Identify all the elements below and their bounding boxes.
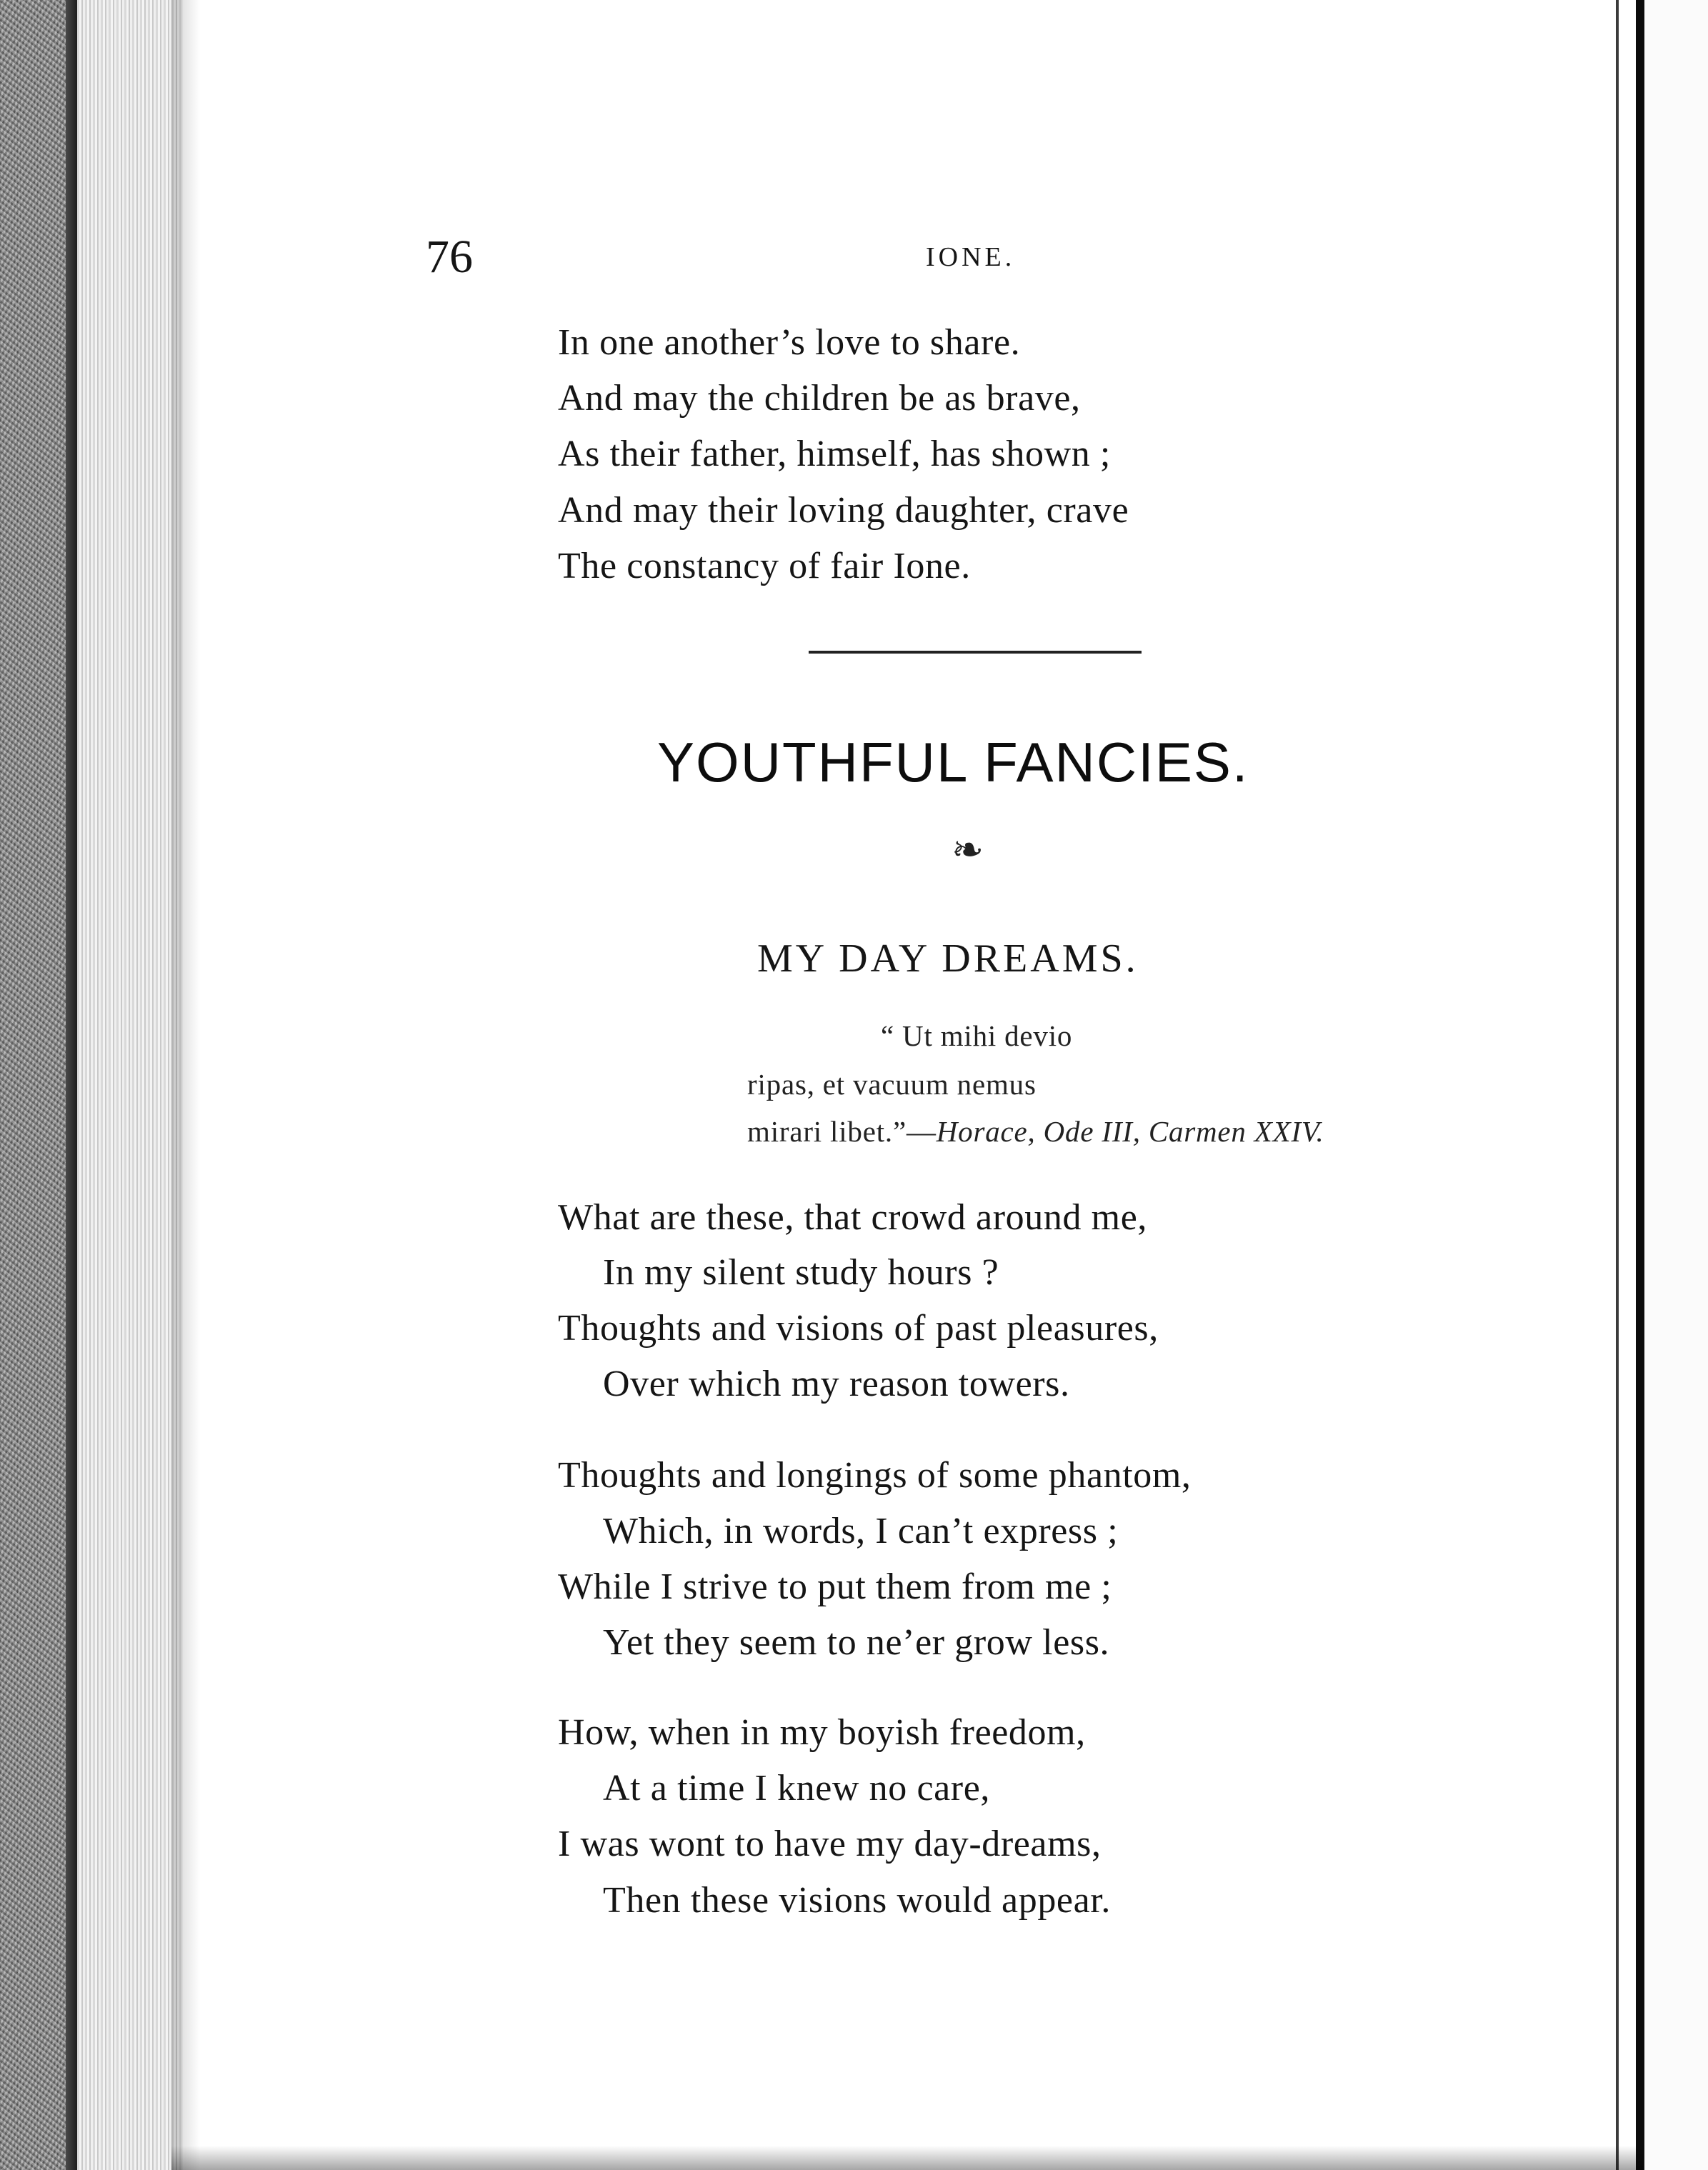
poem-title: MY DAY DREAMS. [757, 936, 1139, 981]
poem-line: Yet they seem to ne’er grow less. [603, 1622, 1110, 1663]
page-right-edge [1616, 0, 1619, 2170]
poem-line: I was wont to have my day-dreams, [558, 1824, 1102, 1864]
page-number: 76 [426, 231, 473, 283]
poem-line: Over which my reason towers. [603, 1364, 1070, 1404]
book-cover-edge [0, 0, 75, 2170]
previous-poem-line: As their father, himself, has shown ; [558, 434, 1111, 474]
poem-line: Thoughts and longings of some phantom, [558, 1455, 1192, 1496]
epigraph-line: ripas, et vacuum nemus [747, 1068, 1037, 1101]
poem-line: Which, in words, I can’t express ; [603, 1511, 1119, 1551]
section-title: YOUTHFUL FANCIES. [657, 731, 1249, 794]
poem-line: Then these visions would appear. [603, 1880, 1111, 1921]
gutter-shadow [171, 0, 200, 2170]
poem-line: At a time I knew no care, [603, 1768, 991, 1809]
poem-line: Thoughts and visions of past pleasures, [558, 1308, 1159, 1349]
poem-line: While I strive to put them from me ; [558, 1566, 1112, 1607]
previous-poem-line: And may the children be as brave, [558, 378, 1081, 419]
poem-line: How, when in my boyish freedom, [558, 1712, 1086, 1753]
poem-line: What are these, that crowd around me, [558, 1197, 1147, 1238]
epigraph-line: “ Ut mihi devio [881, 1019, 1073, 1052]
running-head: IONE. [926, 242, 1016, 272]
poem-line: In my silent study hours ? [603, 1252, 999, 1293]
previous-poem-line: In one another’s love to share. [558, 322, 1021, 363]
previous-poem-line: The constancy of fair Ione. [558, 546, 971, 586]
bottom-shadow [171, 2146, 1643, 2170]
fleuron-ornament-icon: ❧ [952, 829, 984, 871]
cover-spine-shadow [66, 0, 77, 2170]
facing-page-edge [1644, 0, 1708, 2170]
epigraph-line: mirari libet.”— [747, 1115, 937, 1148]
binding-shadow-right [1636, 0, 1644, 2170]
epigraph-source: Horace, Ode III, Carmen XXIV. [936, 1115, 1324, 1148]
page-stack-edge [77, 0, 183, 2170]
previous-poem-line: And may their loving daughter, crave [558, 490, 1129, 531]
section-divider-rule [809, 651, 1142, 654]
epigraph-attribution [747, 1114, 1324, 1149]
